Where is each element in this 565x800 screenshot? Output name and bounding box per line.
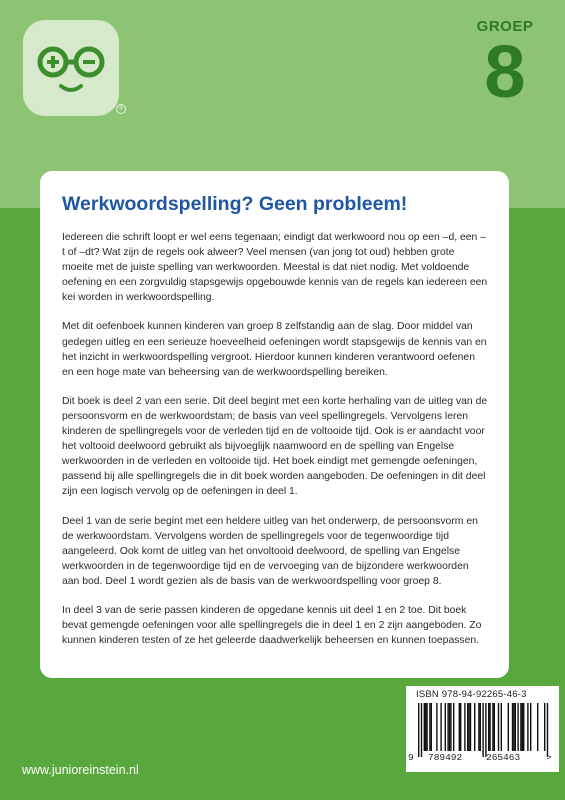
barcode-bar xyxy=(513,703,514,751)
barcode-bar xyxy=(460,703,461,751)
barcode-bar xyxy=(482,703,483,757)
barcode-bar xyxy=(501,703,502,751)
barcode-bar xyxy=(537,703,538,751)
barcode-bar xyxy=(453,703,454,751)
barcode-bar xyxy=(523,703,524,751)
barcode-bar xyxy=(480,703,481,751)
barcode-bar xyxy=(530,703,531,751)
barcode-bar xyxy=(447,703,448,751)
logo xyxy=(23,20,119,116)
barcode-bar xyxy=(494,703,495,751)
barcode-bar xyxy=(429,703,430,751)
barcode-bar xyxy=(468,703,469,751)
barcode-bar xyxy=(467,703,468,751)
barcode-bar xyxy=(424,703,425,751)
barcode-bar xyxy=(450,703,451,751)
barcode-digit-lead: 9 xyxy=(408,752,414,763)
barcode-bar xyxy=(512,703,513,751)
barcode-bar xyxy=(474,703,475,751)
barcode-bar xyxy=(449,703,450,751)
isbn-text: ISBN 978-94-92265-46-3 xyxy=(416,689,527,700)
barcode-bar xyxy=(492,703,493,751)
description-card xyxy=(40,171,509,678)
barcode-bar xyxy=(508,703,509,751)
paragraph-oefenboek: Met dit oefenboek kunnen kinderen van groep 8 zelfstandig aan de slag. Door middel van gedegen uitleg en een serieuze hoeveelheid oefeningen wordt stapsgewijs de kennis van en het inzicht in werkwoordspelling vergroot. Hierdoor kunnen kinderen verantwoord oefenen en een hoge mate van beheersing van de werkwoordspelling bereiken. xyxy=(62,321,487,378)
barcode-bar xyxy=(488,703,489,751)
barcode-bars xyxy=(416,703,549,757)
barcode-digits-right: 265463 xyxy=(486,752,521,763)
paragraph-deel-2: Dit boek is deel 2 van een serie. Dit deel begint met een korte herhaling van de uitleg van de persoonsvorm en de werkwoordstam; de basis van veel spellingregels. Vervolgens leren kinderen de spellingregels voor de verleden tijd en de voltooide tijd. Ook is er aandacht voor het voltooid deelwoord gebruikt als bijvoeglijk naamwoord en de spelling van Engelse werkwoorden in de verleden en voltooide tijd. Het boek eindigt met gemengde oefeningen, passend bij alle spellingregels die in dit boek worden aangeboden. De oefeningen in dit deel zijn een logisch vervolg op de oefeningen in deel 1. xyxy=(62,395,488,498)
paragraph-deel-1: Deel 1 van de serie begint met een heldere uitleg van het onderwerp, de persoonsvorm en de werkwoordstam. Vervolgens worden de spellingregels voor de tegenwoordige tijd aangeleerd. Ook komt de uitleg van het onvoltooid deelwoord, de spelling van Engelse werkwoorden in de tegenwoordige tijd en de vervoeging van de bijzondere werkwoorden aan bod. Deel 1 wordt gezien als de basis van de werkwoordspelling voor groep 8. xyxy=(62,515,478,587)
barcode-bar xyxy=(436,703,437,751)
barcode-bar xyxy=(431,703,432,751)
groep-number: 8 xyxy=(484,30,526,113)
barcode-box xyxy=(406,686,559,772)
barcode-bar xyxy=(440,703,441,751)
barcode-digits-left: 789492 xyxy=(428,752,463,763)
barcode-bar xyxy=(547,703,548,757)
barcode-bar xyxy=(515,703,516,751)
barcode-bar xyxy=(464,703,465,751)
barcode-bar xyxy=(421,703,422,757)
barcode-bar xyxy=(517,703,518,751)
paragraph-deel-3: In deel 3 van de serie passen kinderen de opgedane kennis uit deel 1 en 2 toe. Dit boek bevat gemengde oefeningen voor alle spellingregels die in deel 1 en 2 zijn aangeboden. Zo kunnen kinderen testen of ze het geleerde daadwerkelijk beheersen en kunnen toepassen. xyxy=(62,604,482,647)
barcode-bar xyxy=(425,703,426,751)
barcode-bar xyxy=(520,703,521,751)
barcode-bar xyxy=(544,703,545,751)
paragraph-intro: Iedereen die schrift loopt er wel eens tegenaan; eindigt dat werkwoord nou op een –d, een –t of –dt? Wat zijn de regels ook alweer? Veel mensen (van jong tot oud) hebben grote moeite met de juiste spelling van werkwoorden. Meestal is dat niet nodig. Met voldoende oefening en een zorgvuldig stapsgewijs opgebouwde kennis van de regels kan iedereen een kei worden in werkwoordspelling. xyxy=(62,232,488,304)
barcode-bar xyxy=(426,703,427,751)
book-title: Werkwoordspelling? Geen probleem! xyxy=(62,193,408,215)
barcode-bar xyxy=(445,703,446,751)
barcode-arrow: > xyxy=(546,752,552,763)
registered-mark-icon: ® xyxy=(116,104,126,114)
barcode-bar xyxy=(459,703,460,751)
barcode-bar xyxy=(527,703,528,751)
barcode-bar xyxy=(485,703,486,757)
barcode-bar xyxy=(470,703,471,751)
barcode-bar xyxy=(418,703,419,757)
barcode-bar xyxy=(522,703,523,751)
groep-label: GROEP xyxy=(476,18,534,35)
barcode-bar xyxy=(489,703,490,751)
website-url: www.junioreinstein.nl xyxy=(22,763,139,777)
barcode-bar xyxy=(498,703,499,751)
smiley-plus-minus-glasses-icon xyxy=(23,20,119,116)
barcode-bar xyxy=(478,703,479,751)
